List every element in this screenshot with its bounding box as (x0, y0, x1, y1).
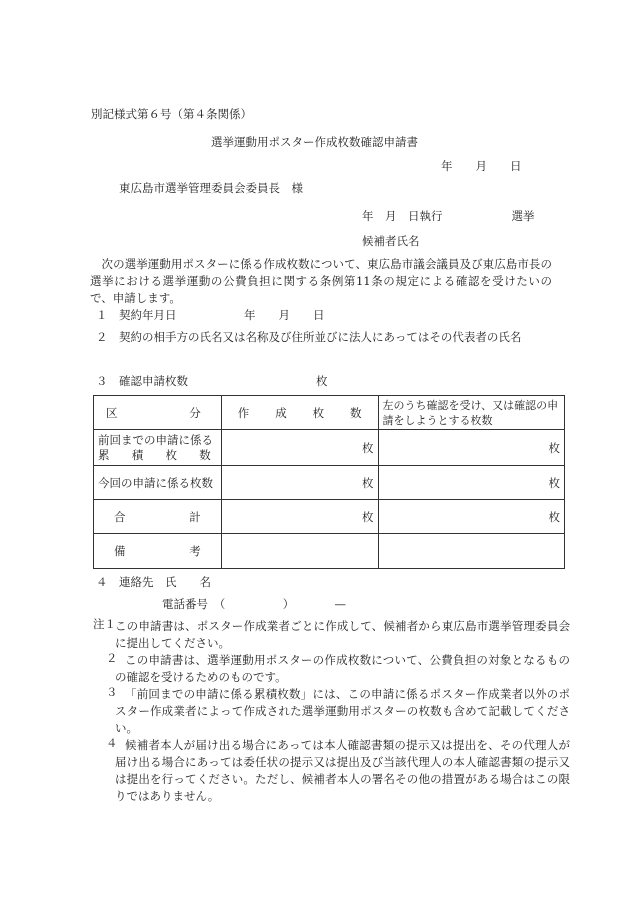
header-made-count (221, 396, 378, 430)
note-text: 「前回までの申請に係る累積枚数」には、この申請に係るポスター作成業者以外のポスター作成業者によって作成された選挙運動用ポスターの枚数も含めて記載してください。 (115, 687, 570, 735)
header-category-char: 分 (189, 405, 201, 420)
confirm-count-cell: 枚 (378, 500, 564, 534)
row-label-char: 枚 (165, 447, 177, 462)
form-number: 別記様式第６号（第４条関係） (91, 107, 252, 121)
row-label (94, 534, 222, 569)
made-count-cell: 枚 (221, 466, 378, 500)
header-category-char: 区 (106, 405, 118, 420)
note-number: 注１ (93, 617, 116, 631)
header-category (94, 396, 222, 430)
table-row (94, 500, 565, 534)
row-label-char: 合 (114, 509, 126, 524)
election-line: 年 月 日執行 選挙 (362, 209, 535, 223)
confirm-count-cell: 枚 (378, 430, 564, 466)
made-count-cell: 枚 (221, 430, 378, 466)
header-made-char: 数 (350, 405, 362, 420)
table-row (94, 534, 565, 569)
addressee: 東広島市選挙管理委員会委員長 様 (119, 181, 303, 195)
document-title: 選挙運動用ポスター作成枚数確認申請書 (211, 135, 418, 149)
table-row (94, 466, 565, 500)
contract-date-label: １ 契約年月日 (96, 308, 177, 322)
row-label-char: 数 (199, 447, 211, 462)
row-label (94, 430, 222, 466)
note-text: この申請書は、選挙運動用ポスターの作成枚数について、公費負担の対象となるものの確認を受けるためのものです。 (115, 653, 570, 684)
phone-line: 電話番号 （ ） — (162, 597, 346, 611)
note-number: ２ (106, 651, 118, 665)
table-row (94, 430, 565, 466)
note-number: ３ (106, 685, 118, 699)
row-label-char: 積 (131, 447, 144, 462)
contract-date-value: 年 月 日 (244, 308, 325, 322)
intro-paragraph: 次の選挙運動用ポスターに係る作成枚数について、東広島市議会議員及び東広島市長の選挙における選挙運動の公費負担に関する条例第11条の規定による確認を受けたいので、申請します。 (90, 257, 552, 305)
made-count-cell: 枚 (221, 500, 378, 534)
row-label-char: 累 (98, 447, 110, 462)
row-label-char: 備 (114, 544, 126, 558)
date-line: 年 月 日 (441, 159, 522, 173)
row-label-char: 計 (189, 509, 201, 524)
header-made-char: 作 (237, 405, 250, 420)
remarks-cell (378, 534, 564, 569)
note-text: 候補者本人が届け出る場合にあっては本人確認書類の提示又は提出を、その代理人が届け出る場合にあっては委任状の提示又は提出及び当該代理人の本人確認書類の提示又は提出を行ってください。ただし、候補者本人の署名その他の措置がある場合はこの限りではありません。 (115, 738, 570, 803)
header-made-char: 枚 (312, 405, 325, 420)
table-header-row (94, 396, 565, 430)
contract-party-label: ２ 契約の相手方の氏名又は名称及び住所並びに法人にあってはその代表者の氏名 (96, 330, 522, 344)
row-label-line: 前回までの申請に係る (98, 432, 213, 447)
header-confirm-count: 左のうち確認を受け、又は確認の申請をしようとする枚数 (378, 396, 564, 430)
confirm-count-label: ３ 確認申請枚数 (96, 374, 188, 388)
note-number: ４ (106, 736, 118, 750)
row-label-char: 考 (189, 544, 201, 558)
remarks-cell (221, 534, 378, 569)
row-label: 今回の申請に係る枚数 (94, 466, 222, 500)
row-label (94, 500, 222, 534)
confirm-count-cell: 枚 (378, 466, 564, 500)
contact-label: ４ 連絡先 氏 名 (96, 575, 211, 589)
confirm-count-unit: 枚 (316, 374, 328, 388)
note-text: この申請書は、ポスター作成業者ごとに作成して、候補者から東広島市選挙管理委員会に提出してください。 (115, 619, 570, 650)
candidate-name-label: 候補者氏名 (362, 234, 420, 248)
header-made-char: 成 (275, 405, 287, 420)
count-table (93, 395, 565, 569)
